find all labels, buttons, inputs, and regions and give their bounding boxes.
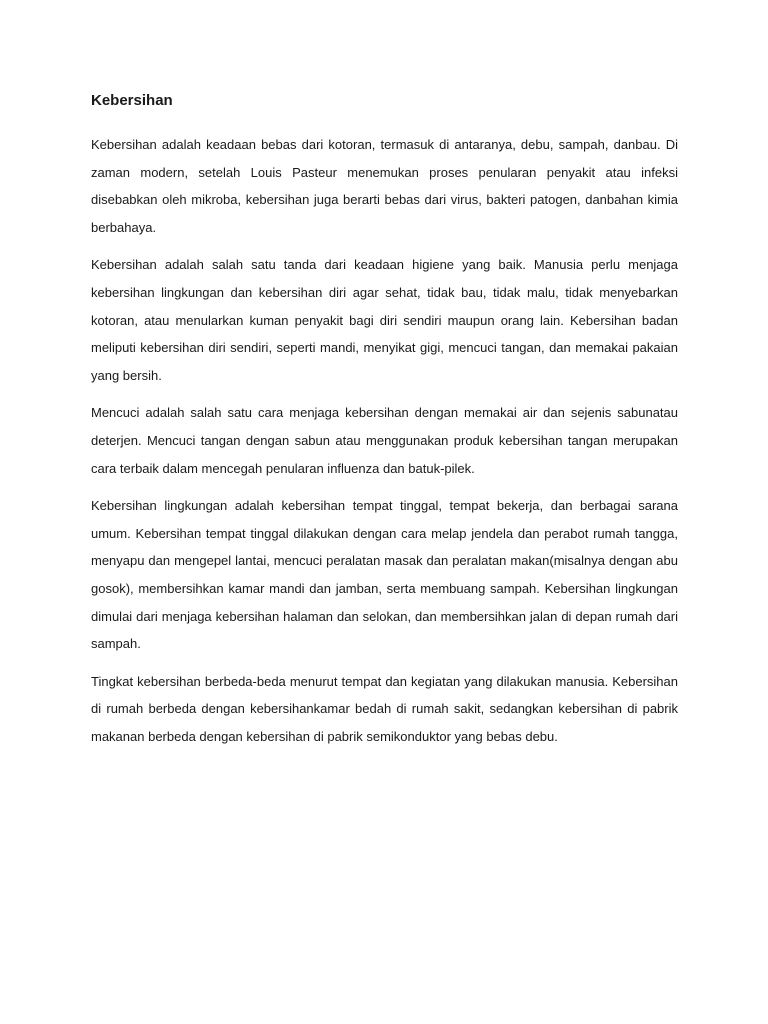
paragraph-2: Kebersihan adalah salah satu tanda dari keadaan higiene yang baik. Manusia perlu menjaga kebersihan lingkungan dan kebersihan diri agar sehat, tidak bau, tidak malu, tidak menyebarkan kotoran, atau menularkan kuman penyakit bagi diri sendiri maupun orang lain. Kebersihan badan meliputi kebersihan diri sendiri, seperti mandi, menyikat gigi, mencuci tangan, dan memakai pakaian yang bersih. <box>91 257 678 383</box>
paragraph-3: Mencuci adalah salah satu cara menjaga kebersihan dengan memakai air dan sejenis sabunatau deterjen. Mencuci tangan dengan sabun atau menggunakan produk kebersihan tangan merupakan cara terbaik dalam mencegah penularan influenza dan batuk-pilek. <box>91 405 678 476</box>
paragraph-1: Kebersihan adalah keadaan bebas dari kotoran, termasuk di antaranya, debu, sampah, danbau. Di zaman modern, setelah Louis Pasteur menemukan proses penularan penyakit atau infeksi disebabkan oleh mikroba, kebersihan juga berarti bebas dari virus, bakteri patogen, danbahan kimia berbahaya. <box>91 137 678 235</box>
paragraph-5: Tingkat kebersihan berbeda-beda menurut tempat dan kegiatan yang dilakukan manusia. Kebersihan di rumah berbeda dengan kebersihankamar bedah di rumah sakit, sedangkan kebersihan di pabrik makanan berbeda dengan kebersihan di pabrik semikonduktor yang bebas debu. <box>91 673 678 744</box>
document-page <box>91 90 678 760</box>
document-title: Kebersihan <box>91 92 173 109</box>
paragraph-4: Kebersihan lingkungan adalah kebersihan tempat tinggal, tempat bekerja, dan berbagai sarana umum. Kebersihan tempat tinggal dilakukan dengan cara melap jendela dan perabot rumah tangga, menyapu dan mengepel lantai, mencuci peralatan masak dan peralatan makan(misalnya dengan abu gosok), membersihkan kamar mandi dan jamban, serta membuang sampah. Kebersihan lingkungan dimulai dari menjaga kebersihan halaman dan selokan, dan membersihkan jalan di depan rumah dari sampah. <box>91 498 678 652</box>
